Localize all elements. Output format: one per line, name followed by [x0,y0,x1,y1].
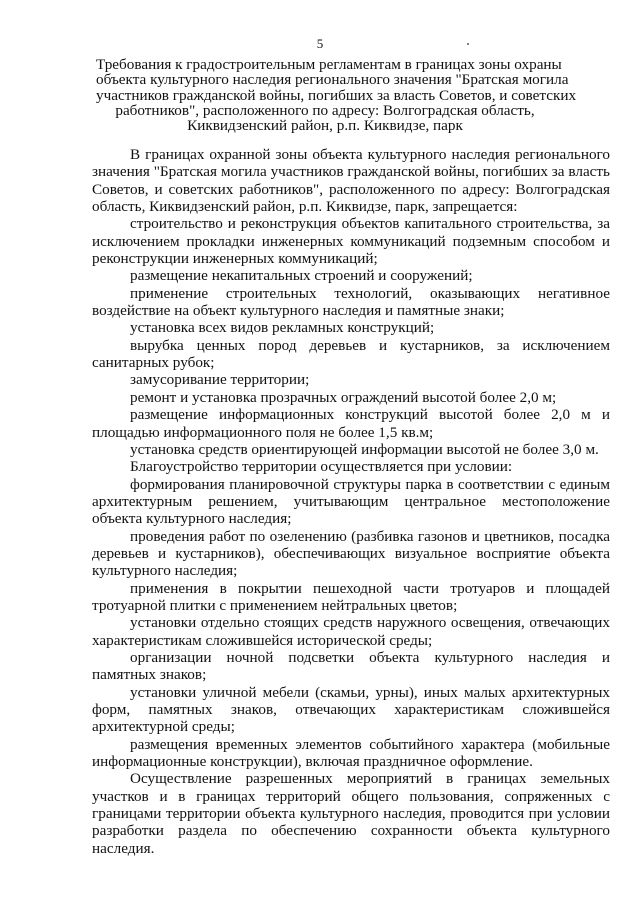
closing-paragraph: Осуществление разрешенных мероприятий в границах земельных участков и в границах территорий общего пользования, сопряженных с границами территории объекта культурного наследия, проводится при условии разработки раздела по обеспечению сохранности объекта культурного наследия. [92,770,610,857]
scan-speck [467,43,469,45]
title-line: Киквидзенский район, р.п. Киквидзе, парк [187,117,463,135]
title-line: участников гражданской войны, погибших за власть Советов, и советских [96,86,577,104]
condition-item: применения в покрытии пешеходной части тротуаров и площадей тротуарной плитки с применением нейтральных цветов; [92,579,610,614]
condition-item: установки уличной мебели (скамьи, урны), иных малых архитектурных форм, памятных знаков, отвечающих характеристикам сложившейся архитектурной среды; [92,683,610,736]
prohibition-item: размещение информационных конструкций высотой более 2,0 м и площадью информационного поля не более 1,5 кв.м; [92,406,610,441]
document-title [96,56,577,135]
landscaping-intro: Благоустройство территории осуществляется при условии: [130,458,513,476]
condition-item: организации ночной подсветки объекта культурного наследия и памятных знаков; [92,648,610,684]
page-number: 5 [316,36,324,51]
condition-item: проведения работ по озеленению (разбивка газонов и цветников, посадка деревьев и кустарников), обеспечивающих визуальное восприятие объекта культурного наследия; [92,527,610,580]
prohibition-item: установка средств ориентирующей информации высотой не более 3,0 м. [130,440,599,458]
prohibition-item: размещение некапитальных строений и сооружений; [130,267,473,285]
condition-item: формирования планировочной структуры парка в соответствии с единым архитектурным решением, учитывающим центральное местоположение объекта культурного наследия; [92,475,610,528]
prohibition-item: установка всех видов рекламных конструкций; [130,319,435,337]
intro-paragraph: В границах охранной зоны объекта культурного наследия регионального значения "Братская могила участников гражданской войны, погибших за власть Советов, и советских работников", расположенного по адресу: Волгоградская область, Киквидзенский район, р.п. Киквидзе, парк, запрещается: [92,146,610,216]
title-line: Требования к градостроительным регламентам в границах зоны охраны [96,56,562,73]
title-line: объекта культурного наследия регионального значения "Братская могила [96,71,569,89]
prohibition-item: ремонт и установка прозрачных ограждений высотой более 2,0 м; [130,388,557,406]
document-body [92,146,610,857]
title-line: работников", расположенного по адресу: Волгоградская область, [115,101,535,119]
prohibition-item: применение строительных технологий, оказывающих негативное воздействие на объект культурного наследия и памятные знаки; [92,284,610,320]
condition-item: размещения временных элементов событийного характера (мобильные информационные конструкции), включая праздничное оформление. [92,735,610,771]
prohibition-item: замусоривание территории; [130,371,310,389]
condition-item: установки отдельно стоящих средств наружного освещения, отвечающих характеристикам сложившейся исторической среды; [92,614,610,649]
prohibition-item: вырубка ценных пород деревьев и кустарников, за исключением санитарных рубок; [92,336,610,372]
prohibition-item: строительство и реконструкция объектов капитального строительства, за исключением прокладки инженерных коммуникаций подземным способом и реконструкции инженерных коммуникаций; [92,215,610,268]
